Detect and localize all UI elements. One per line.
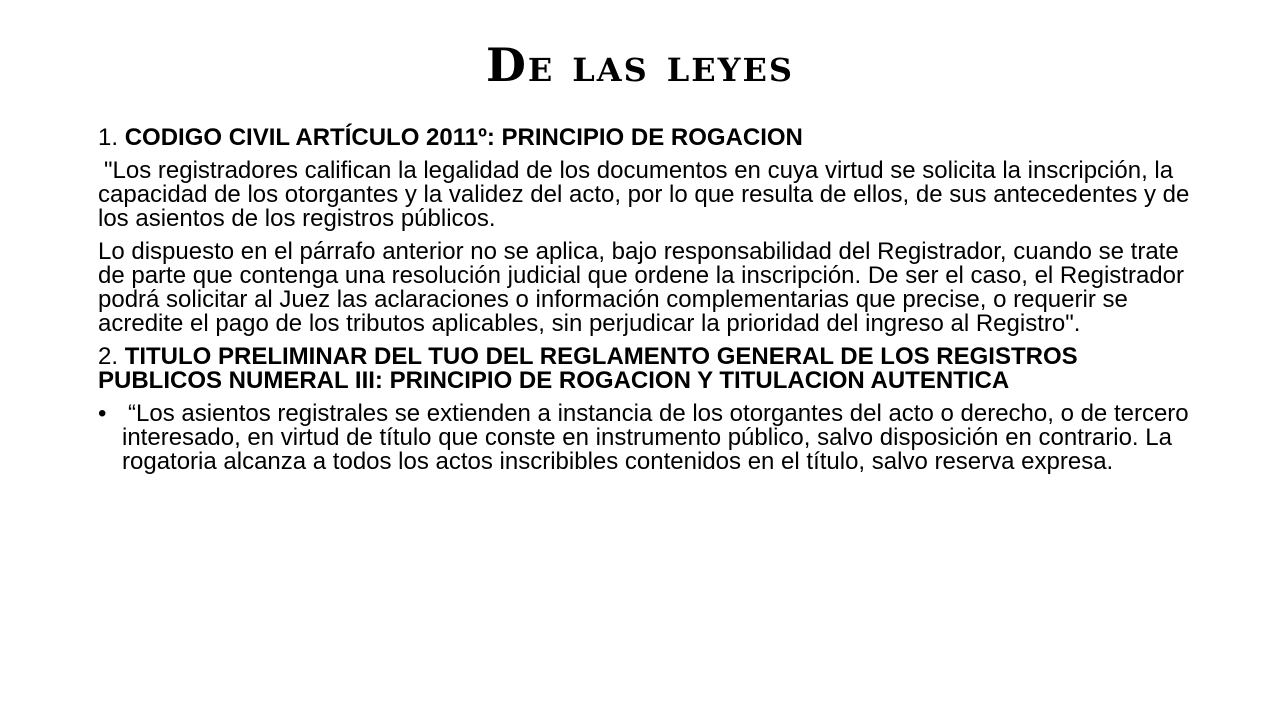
heading-2-number: 2. xyxy=(98,343,119,370)
bullet-list xyxy=(98,402,1193,474)
paragraph-2: Lo dispuesto en el párrafo anterior no se aplica, bajo responsabilidad del Registrador, cuando se trate de parte que contenga una resolución judicial que ordene la inscripción. De ser el caso, el Registrador podrá solicitar al Juez las aclaraciones o información complementarias que precise, o requerir se acredite el pago de los tributos aplicables, sin perjudicar la prioridad del ingreso al Registro". xyxy=(98,238,1184,337)
heading-1-text: CODIGO CIVIL ARTÍCULO 2011º: PRINCIPIO DE ROGACION xyxy=(124,124,803,151)
heading-1 xyxy=(98,126,1193,150)
bullet-marker: • xyxy=(98,400,107,427)
heading-1-number: 1. xyxy=(98,124,119,151)
paragraph-1: "Los registradores califican la legalidad de los documentos en cuya virtud se solicita la inscripción, la capacidad de los otorgantes y la validez del acto, por lo que resulta de ellos, de sus antecedentes y de los asientos de los registros públicos. xyxy=(98,157,1190,232)
slide-title: De las leyes xyxy=(486,38,794,92)
slide-body xyxy=(98,126,1193,474)
heading-2 xyxy=(98,345,1193,393)
list-item xyxy=(98,402,1193,474)
bullet-text: “Los asientos registrales se extienden a instancia de los otorgantes del acto o derecho, o de tercero interesado, en virtud de título que conste en instrumento público, salvo disposición en contrario. La rogatoria alcanza a todos los actos inscribibles contenidos en el título, salvo reserva expresa. xyxy=(122,400,1189,475)
heading-2-text: TITULO PRELIMINAR DEL TUO DEL REGLAMENTO GENERAL DE LOS REGISTROS PUBLICOS NUMERAL III: PRINCIPIO DE ROGACION Y TITULACION AUTENTICA xyxy=(98,343,1078,394)
